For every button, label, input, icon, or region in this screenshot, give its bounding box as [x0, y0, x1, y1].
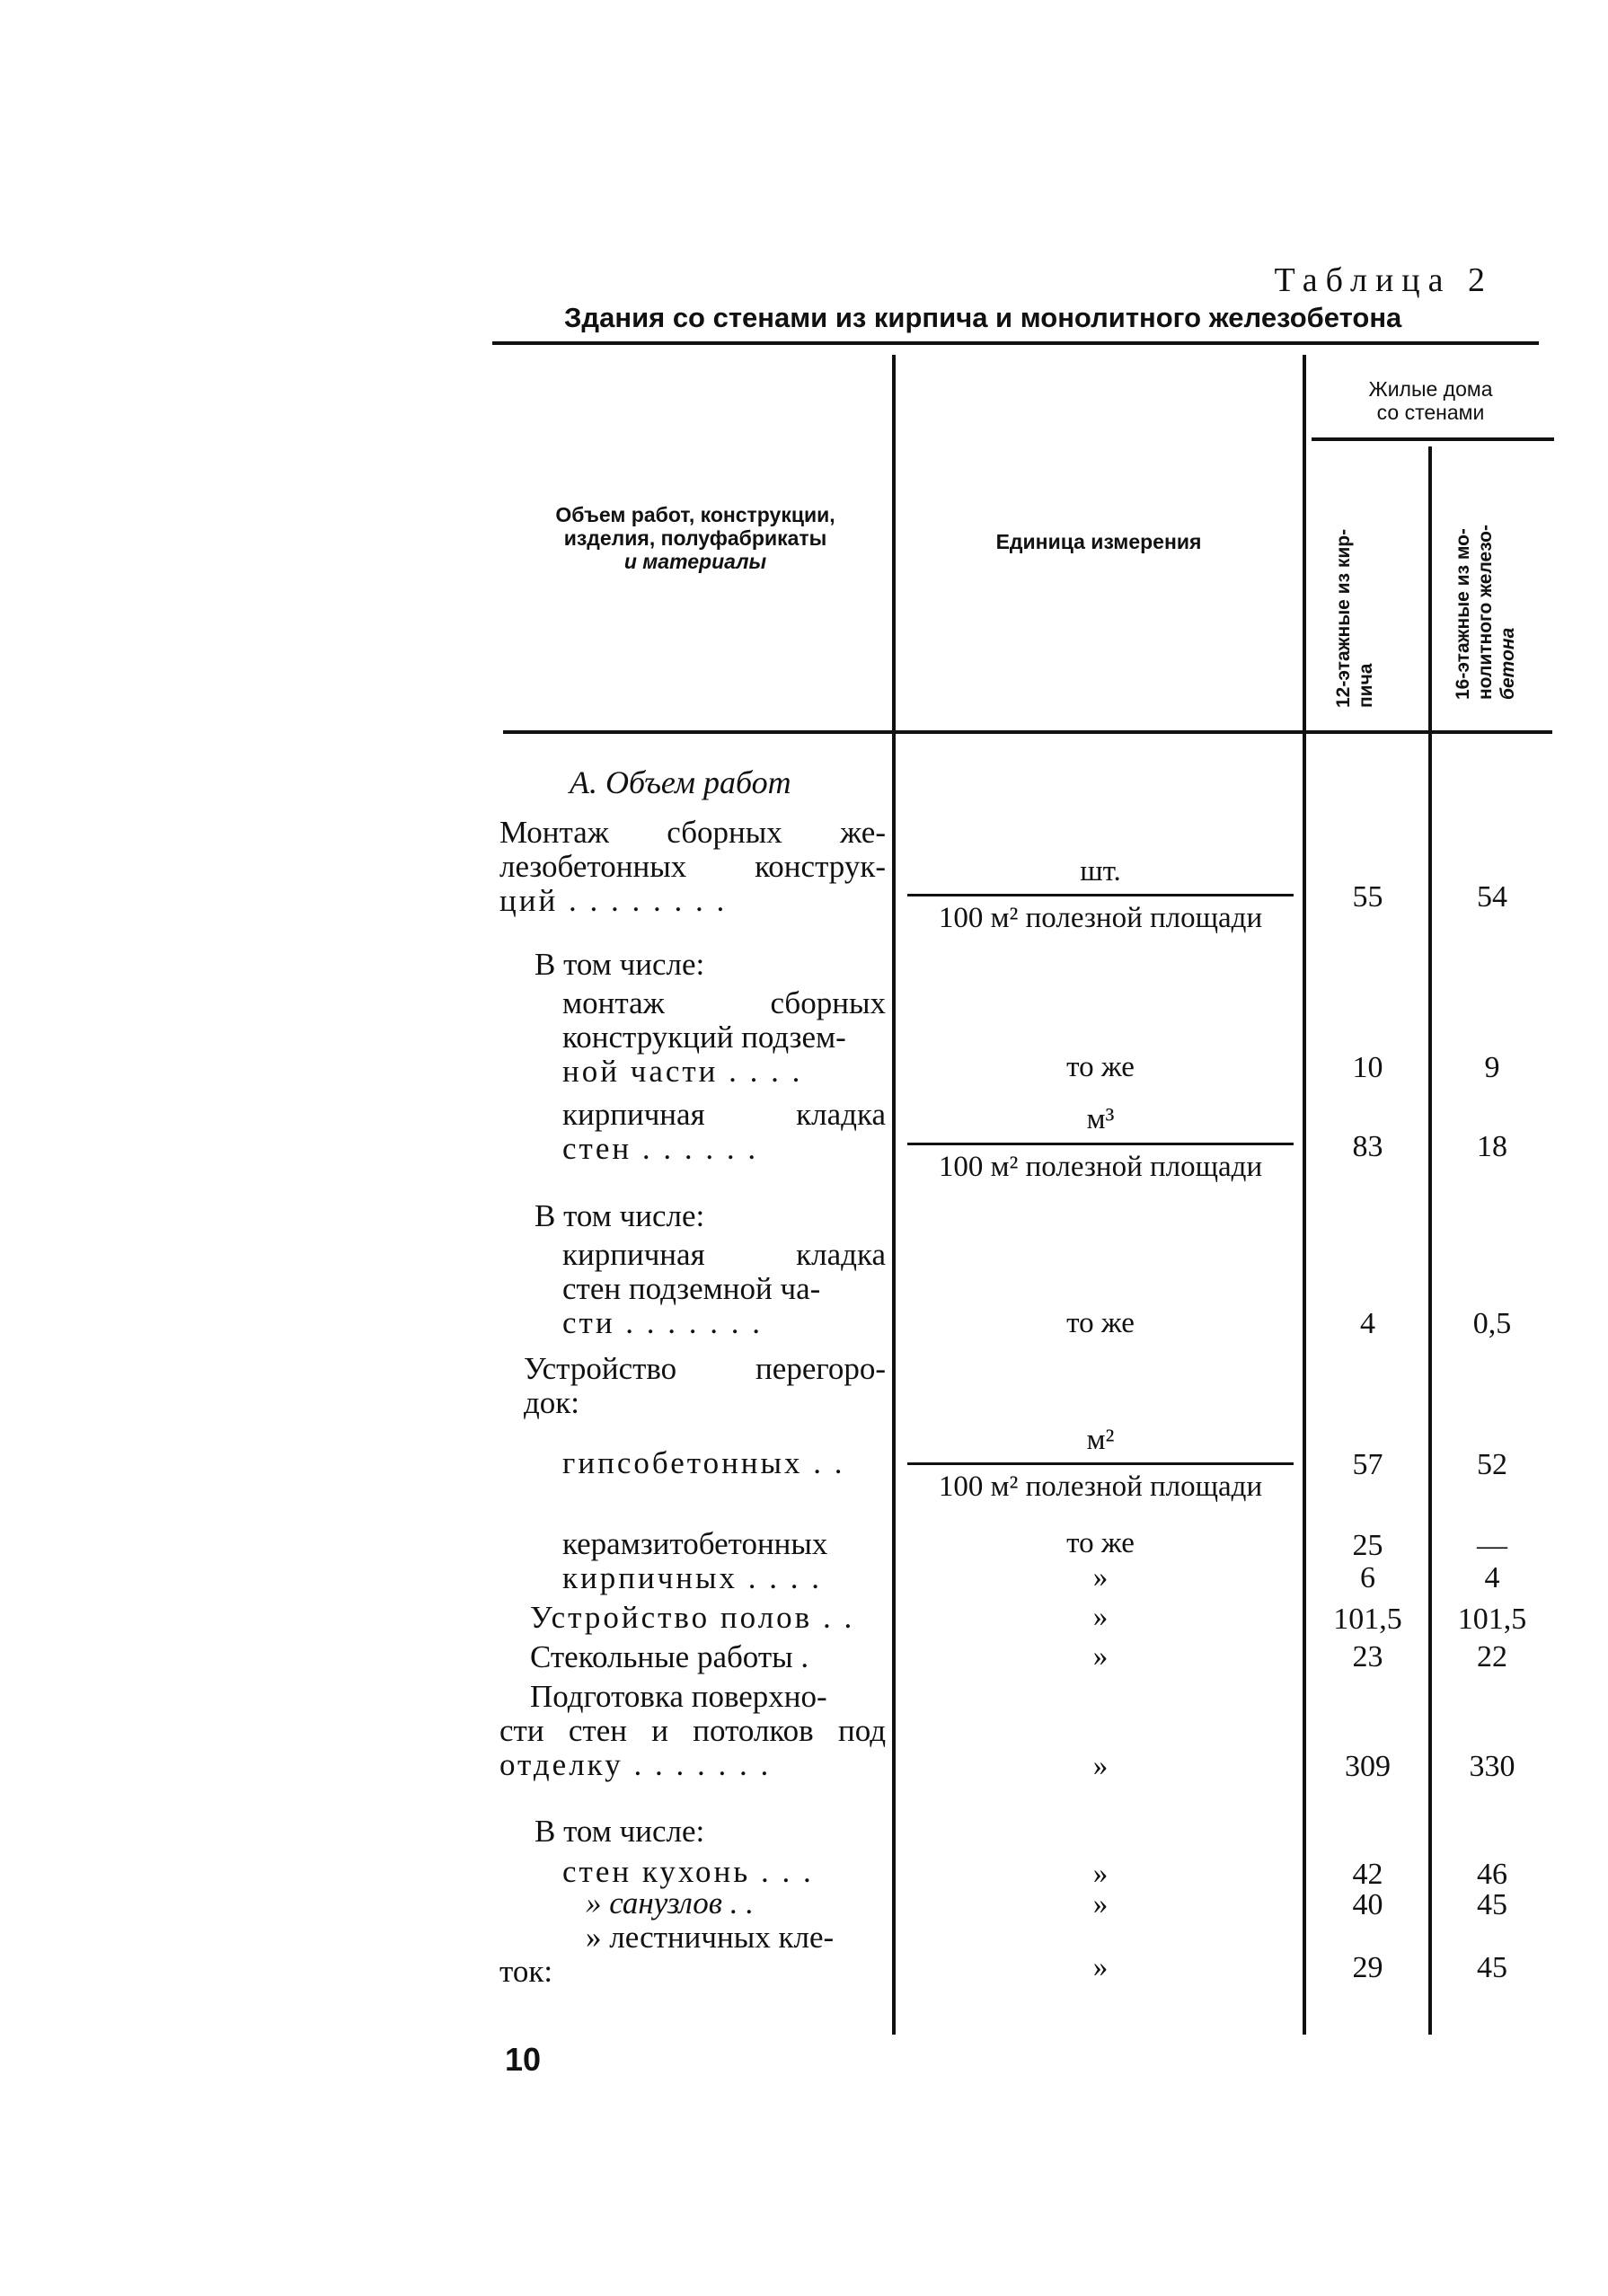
row-unit-numerator: м²	[1086, 1424, 1115, 1456]
col-divider-2	[1303, 355, 1306, 2035]
row-value-monolith: 22	[1477, 1640, 1507, 1673]
col-divider-3	[1428, 446, 1432, 2035]
row-subheading: В том числе:	[535, 947, 705, 982]
table-row	[562, 1238, 886, 1340]
row-value-brick: 23	[1352, 1640, 1383, 1673]
row-unit: »	[1092, 1951, 1109, 1983]
row-unit: то же	[1066, 1307, 1135, 1339]
row-unit: »	[1092, 1750, 1109, 1782]
row-value-brick: 101,5	[1333, 1603, 1402, 1636]
row-label-line: кирпичная кладка	[562, 1237, 886, 1272]
row-value-brick: 4	[1360, 1307, 1375, 1340]
row-unit: »	[1092, 1858, 1109, 1890]
group-rule	[1312, 437, 1554, 441]
row-value-monolith: 9	[1484, 1051, 1500, 1084]
row-value-brick: 55	[1352, 880, 1383, 914]
row-label-line: ток:	[499, 1954, 553, 1989]
row-label-line: стен подземной ча-	[562, 1271, 821, 1306]
row-label-line: док:	[524, 1385, 580, 1420]
row-unit-denominator: 100 м² полезной площади	[907, 1143, 1294, 1184]
header-works-line-3: и материалы	[623, 550, 767, 573]
row-value-brick: 309	[1345, 1750, 1391, 1783]
row-unit-denominator: 100 м² полезной площади	[907, 1462, 1294, 1504]
row-unit-numerator: м³	[1086, 1103, 1115, 1135]
table-row: Устройство полов . .	[530, 1600, 855, 1635]
header-sub2-line-1: 16-этажные из мо-	[1453, 528, 1473, 700]
table-row: Стекольные работы .	[530, 1639, 809, 1674]
row-value-monolith: 18	[1477, 1130, 1507, 1163]
row-label-line: ной части . . . .	[562, 1054, 803, 1089]
row-label-line: лезобетонных конструк-	[499, 849, 886, 884]
header-unit: Единица измерения	[995, 530, 1202, 553]
table-row: керамзитобетонных	[562, 1526, 828, 1561]
header-works-line-2: изделия, полуфабрикаты	[563, 526, 827, 550]
row-value-monolith: 0,5	[1472, 1307, 1512, 1340]
row-label-line: Устройство перегоро-	[524, 1351, 886, 1386]
row-label-line: ций . . . . . . . .	[499, 883, 728, 918]
table-row: кирпичных . . . .	[562, 1560, 823, 1595]
header-bottom-rule	[503, 730, 1552, 734]
table-row: » санузлов . .	[586, 1885, 754, 1921]
header-brick-12-storey	[1332, 465, 1386, 708]
table-title: Здания со стенами из кирпича и монолитного железобетона	[564, 302, 1402, 333]
header-sub2-line-2: нолитного железо-	[1475, 525, 1496, 700]
table-row	[562, 986, 886, 1089]
header-sub1-line-1: 12-этажные из кир-	[1333, 528, 1354, 708]
table-row	[499, 1680, 886, 1782]
table-row	[499, 1921, 886, 1989]
top-rule	[492, 341, 1539, 345]
row-unit: то же	[1066, 1051, 1135, 1083]
row-unit: »	[1092, 1888, 1109, 1921]
row-label-line: Подготовка поверхно-	[530, 1679, 827, 1714]
row-value-brick: 40	[1352, 1888, 1383, 1921]
section-a-title: А. Объем работ	[570, 764, 791, 800]
row-unit: »	[1092, 1640, 1109, 1673]
row-value-monolith: 54	[1477, 880, 1507, 914]
row-label-line: сти . . . . . . .	[562, 1305, 764, 1340]
row-value-monolith: 4	[1484, 1561, 1500, 1594]
row-subheading: В том числе:	[535, 1814, 705, 1849]
row-label-line: сти стен и потолков под	[499, 1713, 886, 1748]
row-unit: то же	[1066, 1527, 1135, 1559]
table-row: гипсобетонных . .	[562, 1445, 845, 1480]
row-value-brick: 29	[1352, 1951, 1383, 1984]
page-number: 10	[505, 2041, 542, 2078]
row-unit-denominator: 100 м² полезной площади	[907, 894, 1294, 935]
header-group	[1312, 377, 1550, 424]
row-label-line: Монтаж сборных же-	[499, 815, 886, 850]
row-value-monolith: —	[1477, 1529, 1507, 1562]
row-label-line: отделку . . . . . . .	[499, 1747, 772, 1782]
table-row: стен кухонь . . .	[562, 1854, 814, 1889]
row-value-brick: 25	[1352, 1529, 1383, 1562]
row-unit: »	[1092, 1561, 1109, 1594]
row-unit-numerator: шт.	[1080, 855, 1121, 887]
row-label-line: конструкций подзем-	[562, 1020, 846, 1055]
header-group-line-1: Жилые дома	[1368, 377, 1493, 401]
header-group-line-2: со стенами	[1376, 401, 1485, 424]
row-label-line: » лестничных кле-	[586, 1920, 835, 1955]
header-works	[499, 503, 891, 573]
header-monolith-16-storey	[1452, 457, 1522, 700]
row-value-brick: 83	[1352, 1130, 1383, 1163]
header-sub1-line-2: пича	[1356, 663, 1376, 708]
row-value-monolith: 101,5	[1457, 1603, 1527, 1636]
table-label: Таблица 2	[1274, 261, 1493, 299]
row-value-monolith: 46	[1477, 1858, 1507, 1891]
row-subheading: В том числе:	[535, 1198, 705, 1233]
table-row	[499, 816, 886, 918]
row-label-line: стен . . . . . .	[562, 1131, 759, 1166]
table-row	[562, 1098, 886, 1166]
row-value-brick: 10	[1352, 1051, 1383, 1084]
row-value-brick: 42	[1352, 1858, 1383, 1891]
row-value-monolith: 52	[1477, 1448, 1507, 1481]
row-value-monolith: 330	[1469, 1750, 1515, 1783]
row-value-monolith: 45	[1477, 1888, 1507, 1921]
header-sub2-line-3: бетона	[1498, 627, 1518, 700]
row-value-monolith: 45	[1477, 1951, 1507, 1984]
row-value-brick: 57	[1352, 1448, 1383, 1481]
row-unit: »	[1092, 1601, 1109, 1633]
row-label-line: кирпичная кладка	[562, 1097, 886, 1132]
table-row	[524, 1352, 886, 1420]
row-label-line: монтаж сборных	[562, 985, 886, 1020]
header-works-line-1: Объем работ, конструкции,	[555, 503, 835, 526]
row-value-brick: 6	[1360, 1561, 1375, 1594]
col-divider-1	[892, 355, 896, 2035]
